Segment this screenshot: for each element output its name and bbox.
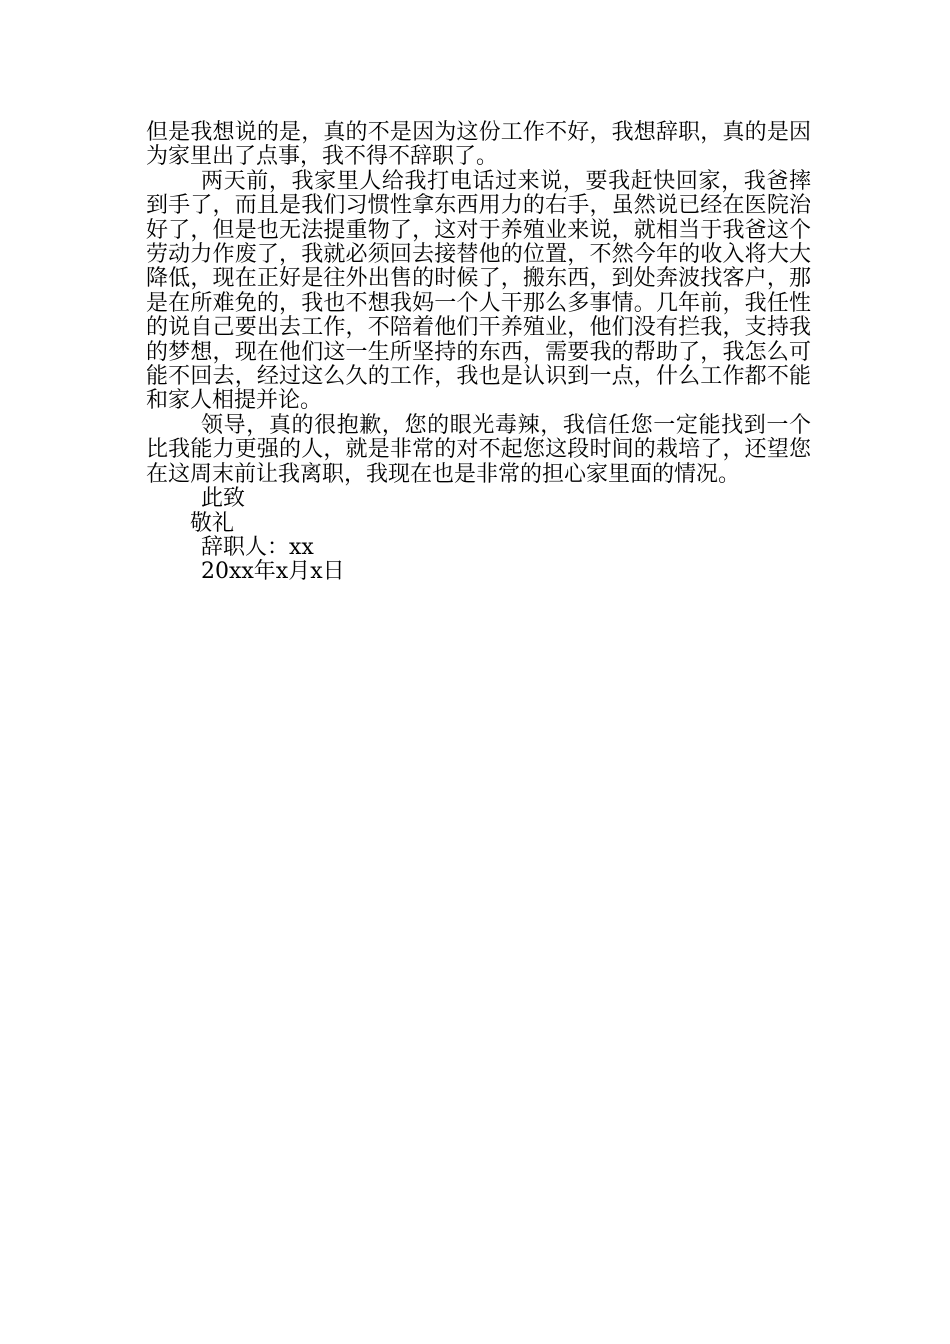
paragraph-apology: 领导，真的很抱歉，您的眼光毒辣，我信任您一定能找到一个比我能力更强的人，就是非常的对不起您这段时间的栽培了，还望您在这周末前让我离职，我现在也是非常的担心家里面的情况。	[146, 412, 811, 487]
letter-body	[146, 121, 811, 585]
signature-line: 辞职人：xx	[201, 534, 314, 560]
closing-phrase: 此致	[201, 486, 246, 512]
paragraph-family-situation: 两天前，我家里人给我打电话过来说，要我赶快回家，我爸摔到手了，而且是我们习惯性拿东西用力的右手，虽然说已经在医院治好了，但是也无法提重物了，这对于养殖业来说，就相当于我爸这个劳动力作废了，我就必须回去接替他的位置，不然今年的收入将大大降低，现在正好是往外出售的时候了，搬东西，到处奔波找客户，那是在所难免的，我也不想我妈一个人干那么多事情。几年前，我任性的说自己要出去工作，不陪着他们干养殖业，他们没有拦我，支持我的梦想，现在他们这一生所坚持的东西，需要我的帮助了，我怎么可能不回去，经过这么久的工作，我也是认识到一点，什么工作都不能和家人相提并论。	[146, 168, 811, 414]
salutation: 敬礼	[190, 510, 235, 536]
date-line: 20xx年x月x日	[201, 559, 345, 585]
paragraph-reason: 但是我想说的是，真的不是因为这份工作不好，我想辞职，真的是因为家里出了点事，我不得不辞职了。	[146, 120, 811, 170]
